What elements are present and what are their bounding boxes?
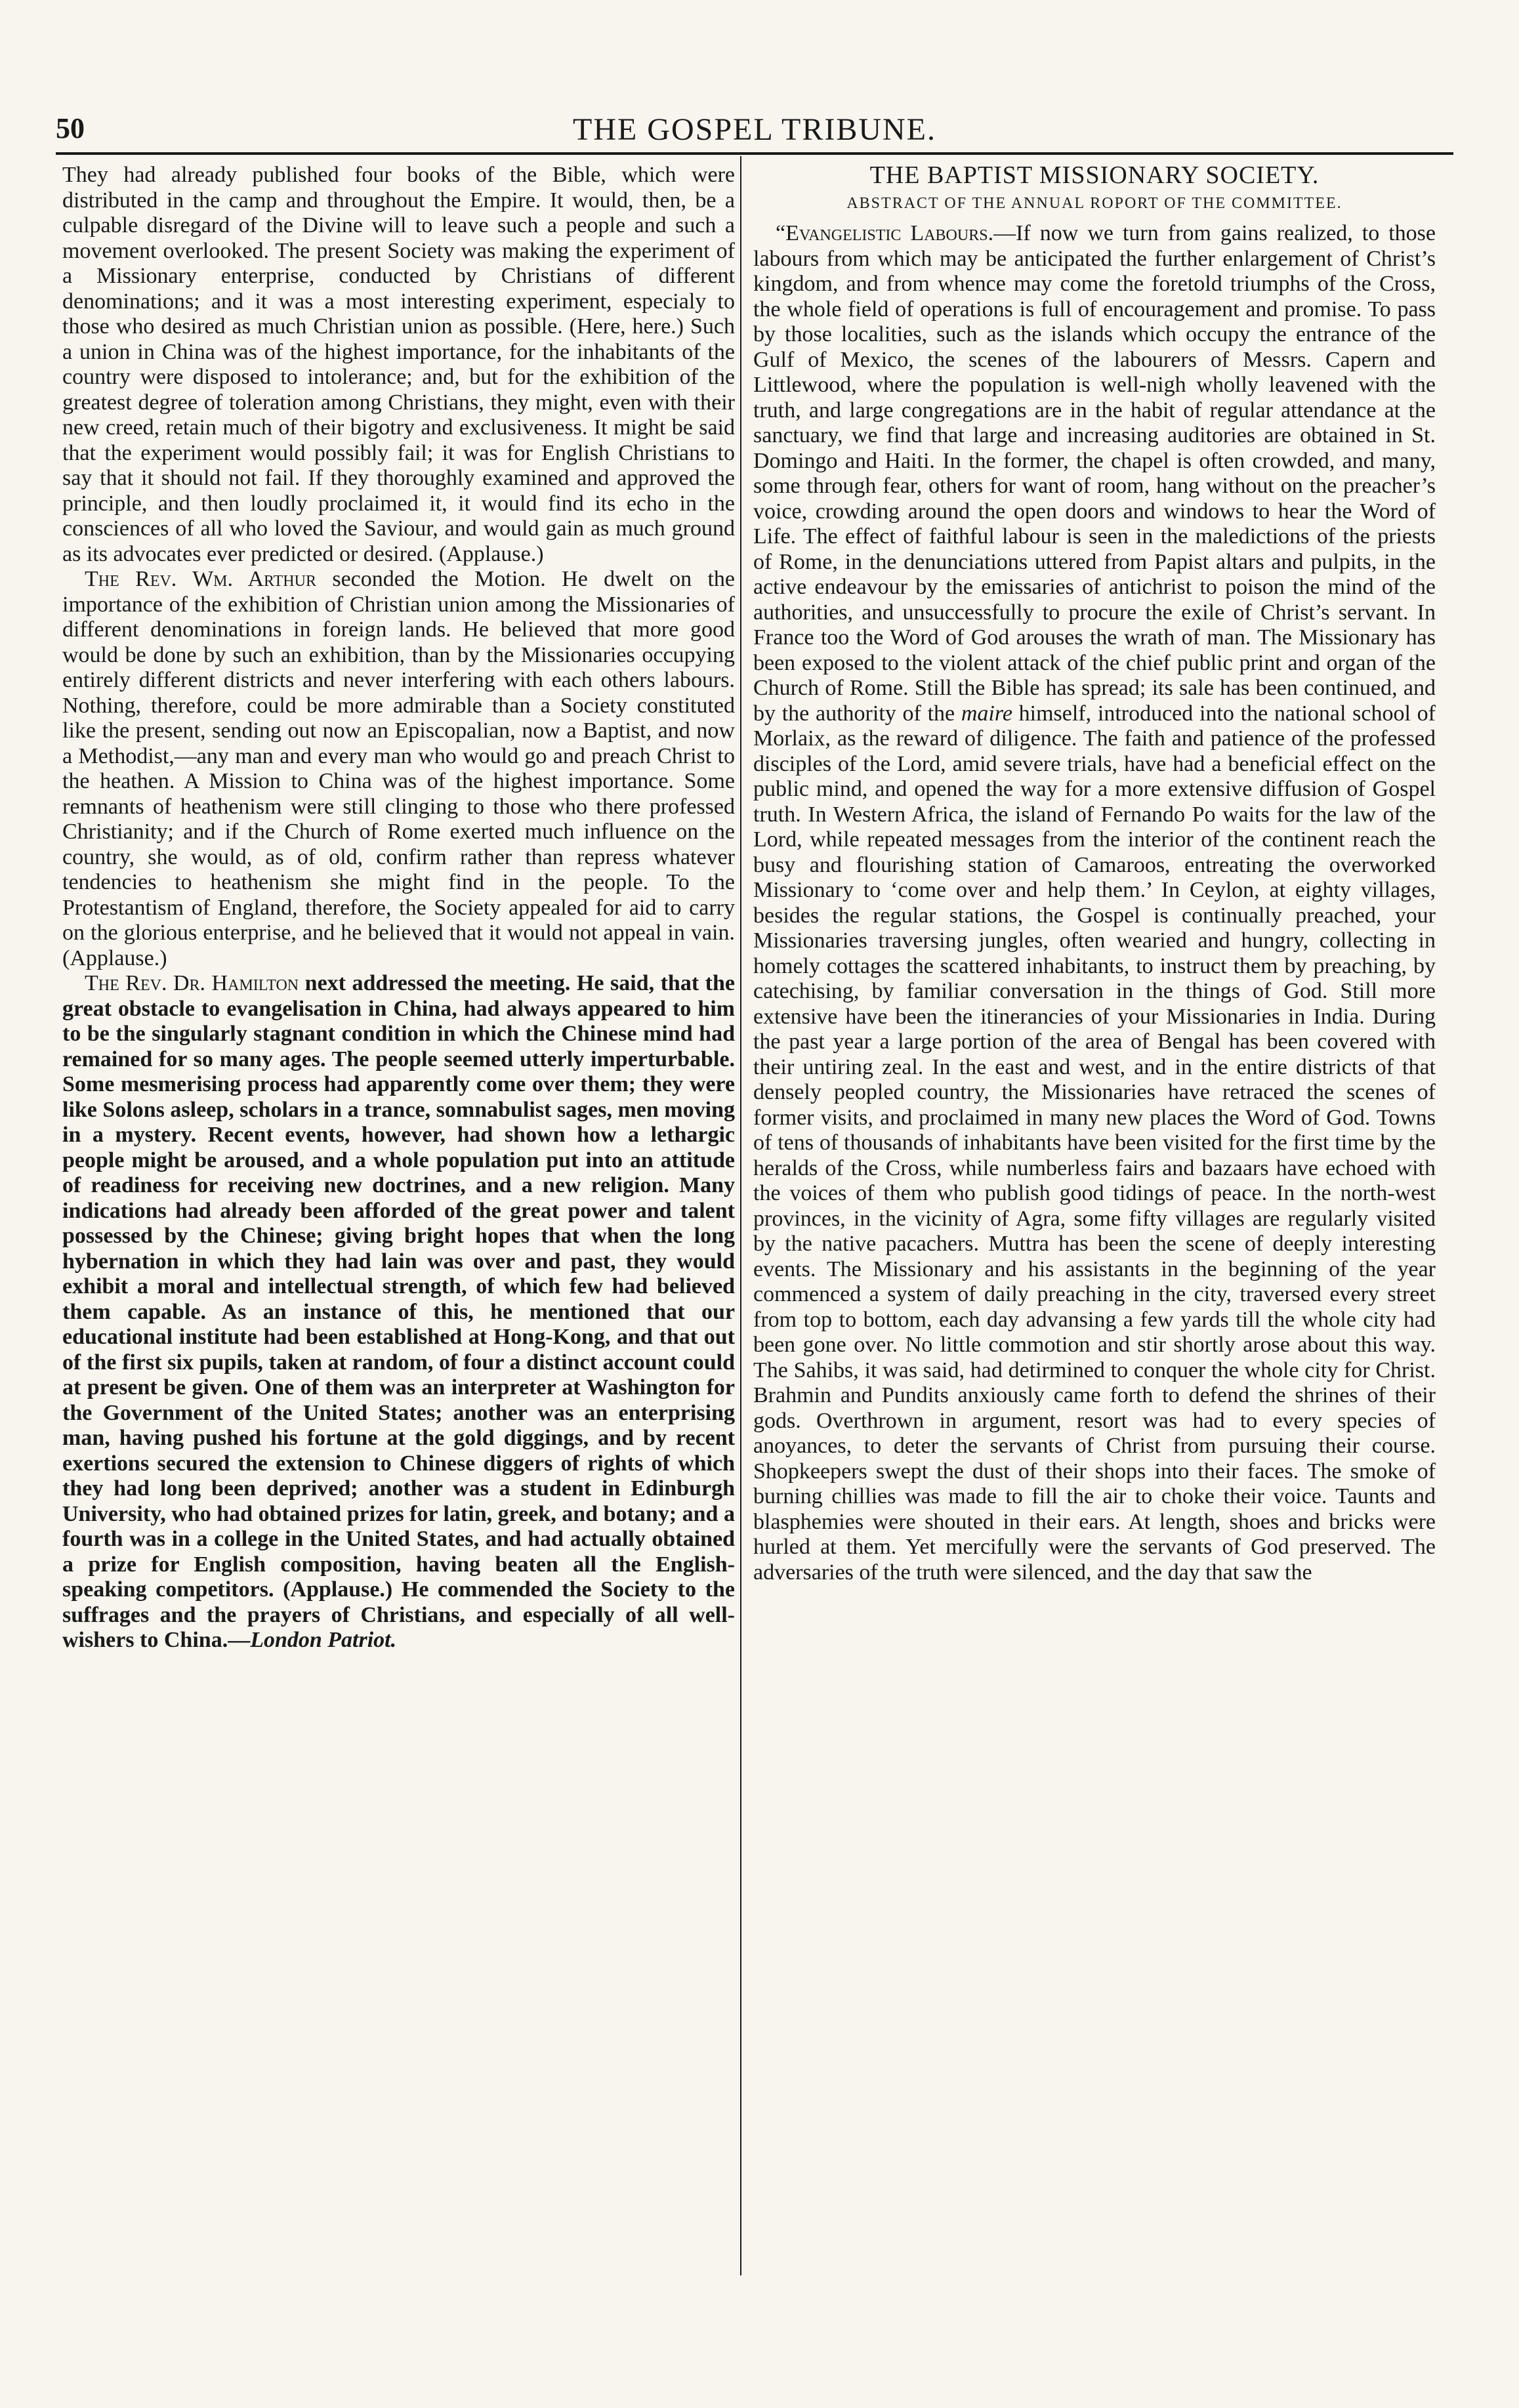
hamilton-paragraph <box>62 971 735 1653</box>
arthur-paragraph <box>62 567 735 971</box>
article-subtitle: ABSTRACT OF THE ANNUAL ROPORT OF THE COMMITTEE. <box>846 194 1342 212</box>
column-divider <box>740 156 741 2275</box>
left-column <box>62 163 735 2275</box>
hamilton-text: next addressed the meeting. He said, that the great obstacle to evangelisation in China, had always appeared to him to be the singularly stagnant condition in which the Chinese mind had remained for so many ages. The people seemed utterly imperturbable. Some mesmerising process had apparently come over them; they were like Solons asleep, scholars in a trance, somnabulist sages, men moving in a mystery. Recent events, however, had shown how a lethargic people might be aroused, and a whole population put into an attitude of readiness for receiving new doctrines, and a new religion. Many indications had already been afforded of the great power and talent possessed by the Chinese; giving bright hopes that when the long hybernation in which they had lain was over and past, they would exhibit a moral and intellectual strength, of which few had believed them capable. As an instance of this, he mentioned that our educational institute had been established at Hong-Kong, and that out of the first six pupils, taken at random, of four a distinct account could at present be given. One of them was an interpreter at Washington for the Government of the United States; another was an enterprising man, having pushed his fortune at the gold diggings, and by recent exertions secured the extension to Chinese diggers of rights of which they had long been deprived; another was a student in Edinburgh University, who had obtained prizes for latin, greek, and botany; and a fourth was in a college in the United States, and had actually obtained a prize for English composition, having beaten all the English-speaking competitors. (Applause.) He commended the Society to the suffrages and the prayers of Christians, and especially of all well-wishers to China.— <box>62 971 735 1652</box>
right-column <box>753 163 1436 2275</box>
speaker-name: The Rev. Wm. Arthur <box>85 567 316 591</box>
article-body-part1: —If now we turn from gains realized, to those labours from which may be anticipated the further enlargement of Christ’s kingdom, and from whence may come the foretold triumphs of the Cross, the whole field of operations is full of encouragement and promise. To pass by those localities, such as the islands which occupy the entrance of the Gulf of Mexico, the scenes of the labourers of Messrs. Capern and Littlewood, where the population is well-nigh wholly leavened with the truth, and large congregations are in the habit of regular attendance at the sanctuary, we find that large and increasing auditories are obtained in St. Domingo and Haiti. In the former, the chapel is often crowded, and many, some through fear, others for want of room, hang without on the preacher’s voice, crowding around the open doors and windows to hear the Word of Life. The effect of faithful labour is seen in the maledictions of the priests of Rome, in the denunciations uttered from Papist altars and pulpits, in the active endeavour by the emissaries of antichrist to poison the mind of the authorities, and unsuccessfully to procure the exile of Christ’s servant. In France too the Word of God arouses the wrath of man. The Missionary has been exposed to the violent attack of the chief public print and organ of the Church of Rome. Still the Bible has spread; its sale has been continued, and by the authority of the <box>753 221 1436 726</box>
page-number: 50 <box>56 112 85 144</box>
speaker-name: The Rev. Dr. Hamilton <box>85 971 299 995</box>
article-title: THE BAPTIST MISSIONARY SOCIETY. <box>869 163 1320 189</box>
header-rule <box>56 152 1453 155</box>
continued-paragraph: They had already published four books of the Bible, which were distributed in the camp and throughout the Empire. It would, then, be a culpable disregard of the Divine will to leave such a people and such a movement overlooked. The present Society was making the experiment of a Missionary enterprise, conducted by Christians of different denominations; and it was a most interesting experiment, especialy to those who desired as much Christian union as possible. (Here, here.) Such a union in China was of the highest importance, for the inhabitants of the country were disposed to intolerance; and, but for the exhibition of the greatest degree of toleration among Christians, they might, even with their new creed, retain much of their bigotry and exclusiveness. It might be said that the experiment would possibly fail; it was for English Christians to say that it should not fail. If they thoroughly examined and approved the principle, and then loudly proclaimed it, it would find its echo in the consciences of all who loved the Saviour, and would gain as much ground as its advocates ever predicted or desired. (Applause.) <box>62 163 735 566</box>
page-header <box>56 112 1453 151</box>
article-body-part2: himself, introduced into the national school of Morlaix, as the reward of diligence. The faith and patience of the professed disciples of the Lord, amid severe trials, have had a beneficial effect on the public mind, and opened the way for a more extensive diffusion of Gospel truth. In Western Africa, the island of Fernando Po waits for the law of the Lord, while repeated messages from the interior of the continent reach the busy and flourishing station of Camaroos, entreating the overworked Missionary to ‘come over and help them.’ In Ceylon, at eighty villages, besides the regular stations, the Gospel is continually preached, your Missionaries traversing jungles, often wearied and hungry, collecting in homely cottages the scattered inhabitants, to instruct them by preaching, by catechising, by familiar conversation in the things of God. Still more extensive have been the itinerancies of your Missionaries in India. During the past year a large portion of the area of Bengal has been covered with their untiring zeal. In the east and west, and in the entire districts of that densely peopled country, the Missionaries have retraced the scenes of former visits, and proclaimed in many new places the Word of God. Towns of tens of thousands of inhabitants have been visited for the first time by the heralds of the Cross, while numberless fairs and bazaars have echoed with the voices of them who publish good tidings of peace. In the north-west provinces, in the vicinity of Agra, some fifty villages are regularly visited by the native pacachers. Muttra has been the scene of deeply interesting events. The Missionary and his assistants in the beginning of the year commenced a system of daily preaching in the city, traversed every street from top to bottom, each day advansing a few yards till the whole city had been gone over. No little commotion and stir shortly arose about this way. The Sahibs, it was said, had detirmined to conquer the whole city for Christ. Brahmin and Pundits anxiously came forth to defend the shrines of their gods. Overthrown in argument, resort was had to every species of anoyances, to deter the servants of Christ from pursuing their course. Shopkeepers swept the dust of their shops into their faces. The smoke of burning chillies was made to fill the air to choke their voice. Taunts and blasphemies were shouted in their ears. At length, shoes and bricks were hurled at them. Yet mercifully were the servants of God preserved. The adversaries of the truth were silenced, and the day that saw the <box>753 701 1436 1585</box>
maire-word: maire <box>961 701 1012 726</box>
arthur-text: seconded the Motion. He dwelt on the importance of the exhibition of Christian union among the Missionaries of different denominations in foreign lands. He believed that more good would be done by such an exhibition, than by the Missionaries occupying entirely different districts and never interfering with each others labours. Nothing, therefore, could be more admirable than a Society constituted like the present, sending out now an Episcopalian, now a Baptist, and now a Methodist,—any man and every man who would go and preach Christ to the heathen. A Mission to China was of the highest importance. Some remnants of heathenism were still clinging to those who there professed Christianity; and if the Church of Rome exerted much influence on the country, she would, as of old, confirm rather than repress whatever tendencies to heathenism she might find in the people. To the Protestantism of England, therefore, the Society appealed for aid to carry on the glorious enterprise, and he believed that it would not appeal in vain. (Applause.) <box>62 567 735 970</box>
article-lead: “Evangelistic Labours. <box>776 221 994 245</box>
article-body <box>753 221 1436 1585</box>
running-title: THE GOSPEL TRIBUNE. <box>573 112 936 147</box>
source-attribution: London Patriot. <box>250 1628 397 1652</box>
